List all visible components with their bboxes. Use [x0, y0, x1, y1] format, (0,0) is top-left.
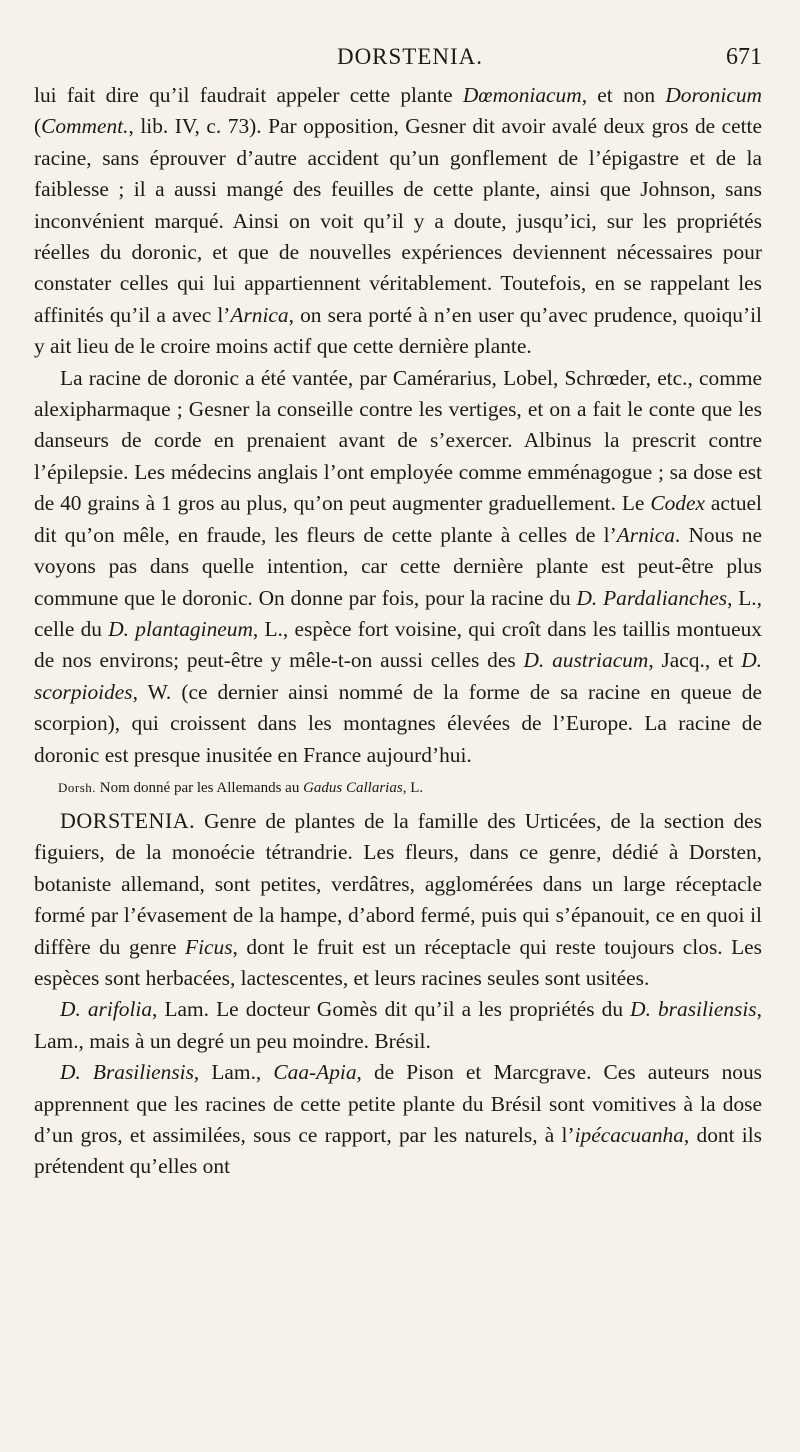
species-paragraph-brasiliensis: D. Brasiliensis, Lam., Caa-Apia, de Pison et Marcgrave. Ces auteurs nous apprennent que les racines de cette petite plante du Brésil sont vomitives à la dose d’un gros, et assimilées, sous ce rapport, par les naturels, à l’ipécacuanha, dont ils prétendent qu’elles ont	[34, 1060, 762, 1179]
running-header	[34, 44, 762, 80]
running-title: DORSTENIA.	[336, 44, 484, 69]
paragraph-doronic-continued: lui fait dire qu’il faudrait appeler cette plante Dœmoniacum, et non Doronicum (Comment., lib. IV, c. 73). Par opposition, Gesner dit avoir avalé deux gros de cette racine, sans éprouver d’autre accident qu’un gonflement de l’épigastre et de la faiblesse ; il a aussi mangé des feuilles de cette plante, ainsi que Johnson, sans inconvénient marqué. Ainsi on voit qu’il y a doute, jusqu’ici, sur les propriétés réelles du doronic, et que de nouvelles expériences deviennent nécessaires pour constater celles qui lui appartiennent véritablement. Toutefois, en se rappelant les affinités qu’il a avec l’Arnica, on sera porté à n’en user qu’avec prudence, quoiqu’il y ait lieu de le croire moins actif que cette dernière plante.	[34, 83, 763, 359]
dictionary-entry-dorstenia: DORSTENIA. Genre de plantes de la famille des Urticées, de la section des figuiers, de la monoécie tétrandrie. Les fleurs, dans ce genre, dédié à Dorsten, botaniste allemand, sont petites, verdâtres, agglomérées dans un large réceptacle formé par l’évasement de la hampe, d’abord fermé, puis qui s’épanouit, ce en quoi il diffère du genre Ficus, dont le fruit est un réceptacle qui reste toujours clos. Les espèces sont herbacées, lactescentes, et leurs racines seules sont usitées.	[34, 807, 762, 990]
species-paragraph-arifolia: D. arifolia, Lam. Le docteur Gomès dit qu’il a les propriétés du D. brasiliensis, Lam., mais à un degré un peu moindre. Brésil.	[34, 997, 762, 1053]
page-body	[34, 80, 762, 1183]
dictionary-entry-dorsh: Dorsh. Nom donné par les Allemands au Gadus Callarias, L.	[58, 779, 424, 796]
page-number: 671	[726, 44, 762, 70]
paragraph-doronic-root: La racine de doronic a été vantée, par Camérarius, Lobel, Schrœder, etc., comme alexipharmaque ; Gesner la conseille contre les vertiges, et on a fait le conte que les danseurs de corde en prenaient avant de s’exercer. Albinus la prescrit contre l’épilepsie. Les médecins anglais l’ont employée comme emménagogue ; sa dose est de 40 grains à 1 gros au plus, qu’on peut augmenter graduellement. Le Codex actuel dit qu’on mêle, en fraude, les fleurs de cette plante à celles de l’Arnica. Nous ne voyons pas dans quelle intention, car cette dernière plante est peut-être plus commune que le doronic. On donne par fois, pour la racine du D. Pardalianches, L., celle du D. plantagineum, L., espèce fort voisine, qui croît dans les taillis montueux de nos environs; peut-être y mêle-t-on aussi celles des D. austriacum, Jacq., et D. scorpioides, W. (ce dernier ainsi nommé de la forme de sa racine en queue de scorpion), qui croissent dans les montagnes élevées de l’Europe. La racine de doronic est presque inusitée en France aujourd’hui.	[34, 365, 763, 767]
